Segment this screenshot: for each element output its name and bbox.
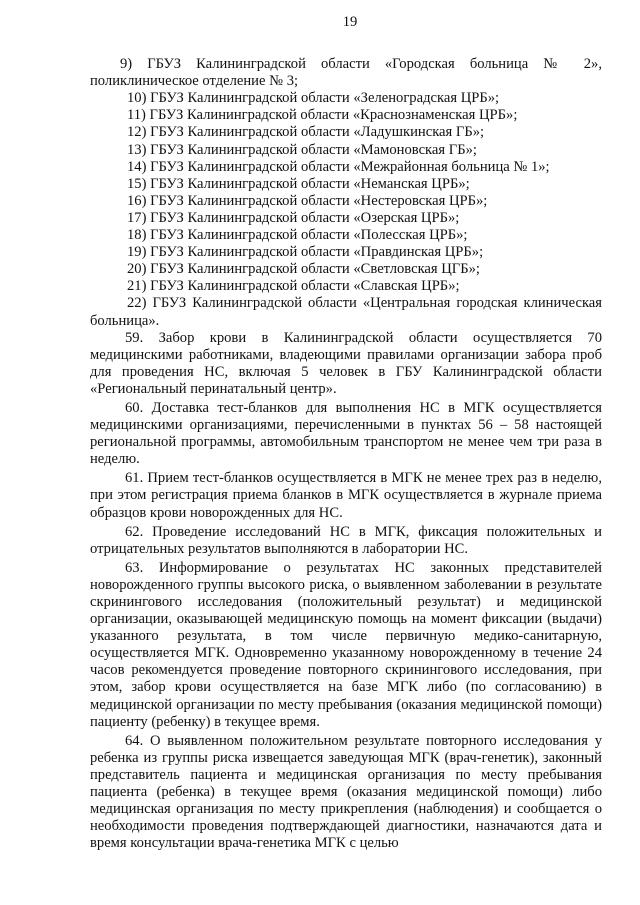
hospital-list	[90, 56, 602, 330]
list-item: 20) ГБУЗ Калининградской области «Светловская ЦГБ»;	[127, 261, 480, 278]
paragraph-59: 59. Забор крови в Калининградской области осуществляется 70 медицинскими работниками, владеющими правилами организации забора проб для проведения НС, включая 5 человек в ГБУ Калининградской области «Региональный перинатальный центр».	[90, 329, 602, 397]
list-item: 18) ГБУЗ Калининградской области «Полесская ЦРБ»;	[127, 227, 468, 244]
list-item: 10) ГБУЗ Калининградской области «Зеленоградская ЦРБ»;	[127, 90, 500, 107]
paragraph-63: 63. Информирование о результатах НС законных представителей новорожденного группы высокого риска, о выявленном заболевании в результате скринингового исследования (положительный результат) и медицинской организации, оказывающей медицинскую помощь на момент фиксации (выдачи) указанного результата, в том числе первичную медико-санитарную, осуществляется МГК. Одновременно указанному новорожденному в течение 24 часов рекомендуется проведение повторного скринингового исследования, при этом, забор крови осуществляется на базе МГК либо (по согласованию) в медицинской организации по месту пребывания (оказания медицинской помощи) пациенту (ребенку) в текущее время.	[90, 559, 602, 730]
list-item: 13) ГБУЗ Калининградской области «Мамоновская ГБ»;	[127, 141, 477, 158]
list-item: 15) ГБУЗ Калининградской области «Неманская ЦРБ»;	[127, 175, 470, 192]
list-item: 12) ГБУЗ Калининградской области «Ладушкинская ГБ»;	[127, 124, 485, 141]
list-item: 16) ГБУЗ Калининградской области «Нестеровская ЦРБ»;	[127, 192, 488, 209]
list-item: 21) ГБУЗ Калининградской области «Славская ЦРБ»;	[127, 278, 460, 295]
paragraph-61: 61. Прием тест-бланков осуществляется в МГК не менее трех раз в неделю, при этом регистрация приема бланков в МГК осуществляется в журнале приема образцов крови новорожденных для НС.	[90, 470, 602, 521]
list-item: 19) ГБУЗ Калининградской области «Правдинская ЦРБ»;	[127, 244, 484, 261]
paragraph-64: 64. О выявленном положительном результате повторного исследования у ребенка из группы риска извещается заведующая МГК (врач-генетик), законный представитель пациента и медицинская организация по месту пребывания пациента (ребенка) в текущее время (оказания медицинской помощи) либо медицинская организация по месту прикрепления (наблюдения) и сообщается о необходимости проведения подтверждающей диагностики, назначаются дата и время консультации врача-генетика МГК с целью	[90, 732, 602, 852]
list-item: 22) ГБУЗ Калининградской области «Центральная городская клиническая больница».	[90, 295, 602, 329]
list-item: 14) ГБУЗ Калининградской области «Межрайонная больница № 1»;	[127, 158, 550, 175]
paragraph-62: 62. Проведение исследований НС в МГК, фиксация положительных и отрицательных результатов выполняются в лаборатории НС.	[90, 523, 602, 557]
list-item: 9) ГБУЗ Калининградской области «Городская больница № 2», поликлиническое отделение № 3;	[90, 56, 602, 90]
list-item: 11) ГБУЗ Калининградской области «Краснознаменская ЦРБ»;	[127, 107, 518, 124]
page-number: 19	[342, 14, 358, 30]
list-item: 17) ГБУЗ Калининградской области «Озерская ЦРБ»;	[127, 209, 460, 226]
paragraph-60: 60. Доставка тест-бланков для выполнения НС в МГК осуществляется медицинскими организациями, перечисленными в пунктах 56 – 58 настоящей региональной программы, автомобильным транспортом не менее чем три раза в неделю.	[90, 399, 602, 468]
